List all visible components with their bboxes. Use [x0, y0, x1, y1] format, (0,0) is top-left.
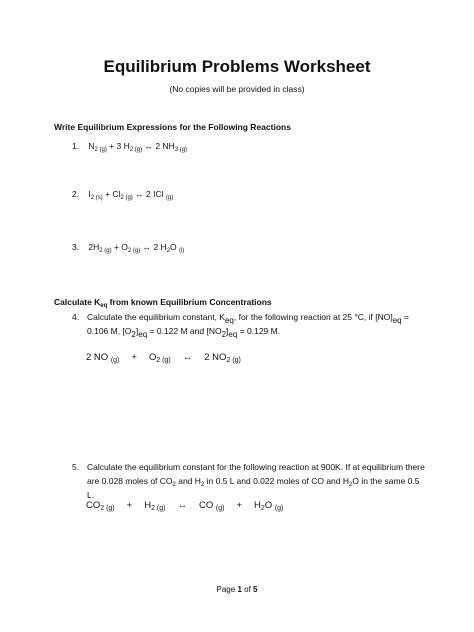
page-subtitle: (No copies will be provided in class): [169, 84, 305, 94]
question-5-number: 5.: [72, 462, 80, 472]
section1-heading: Write Equilibrium Expressions for the Following Reactions: [54, 122, 291, 132]
page-label: Page: [216, 585, 236, 594]
section2-heading: Calculate $K_{eq}$ from known Equilibrium Concentrations: [54, 297, 272, 309]
reaction-3-equation: $2H_{2 (g)} + O_{2 (g)}$ ↔ 2 $H_2O$ $_{(l)}$: [88, 242, 185, 254]
question-4-text: Calculate the equilibrium constant, $K_{eq}$, for the following reaction at 25 °C, if $[NO]_{eq} = 0.106$ M, $[O_2]_{eq} = 0.122$ M and $[NO_2]_{eq} = 0.129$ M.: [87, 312, 409, 339]
page-number: 1: [237, 585, 242, 594]
reaction-1: [72, 141, 187, 151]
reaction-1-equation: $N_{2 (g)} + 3$ $H_{2 (g)}$ ↔ 2 $NH_{3 (g)}$: [88, 141, 188, 153]
question-5-text: Calculate the equilibrium constant for the following reaction at 900K. If at equilibrium there are 0.028 moles of $CO_2$ and $H_2$ in 0.5 L and 0.022 moles of CO and $H_2O$ in the same 0.5 L.: [87, 462, 425, 500]
page-total: 5: [253, 585, 258, 594]
item-number: 3.: [72, 242, 80, 252]
reaction-3: [72, 242, 184, 252]
page-title: Equilibrium Problems Worksheet: [103, 57, 371, 76]
of-label: of: [244, 585, 251, 594]
question-4-equation: 2 NO $_{(g)} + O_{2 (g)}$ ↔ 2 $NO_{2 (g)}$: [86, 352, 241, 364]
reaction-2: [72, 189, 173, 199]
item-number: 1.: [72, 141, 80, 151]
question-5-equation: $CO_{2 (g)} + H_{2 (g)}$ ↔ CO $_{(g)} + H_2O$ $_{(g)}$: [86, 500, 284, 512]
item-number: 2.: [72, 189, 80, 199]
page-footer: [0, 585, 474, 594]
reaction-2-equation: $I_{2 (s)} + Cl_{2 (g)}$ ↔ 2 ICl $_{(g)}$: [88, 189, 174, 201]
question-4-number: 4.: [72, 312, 80, 322]
